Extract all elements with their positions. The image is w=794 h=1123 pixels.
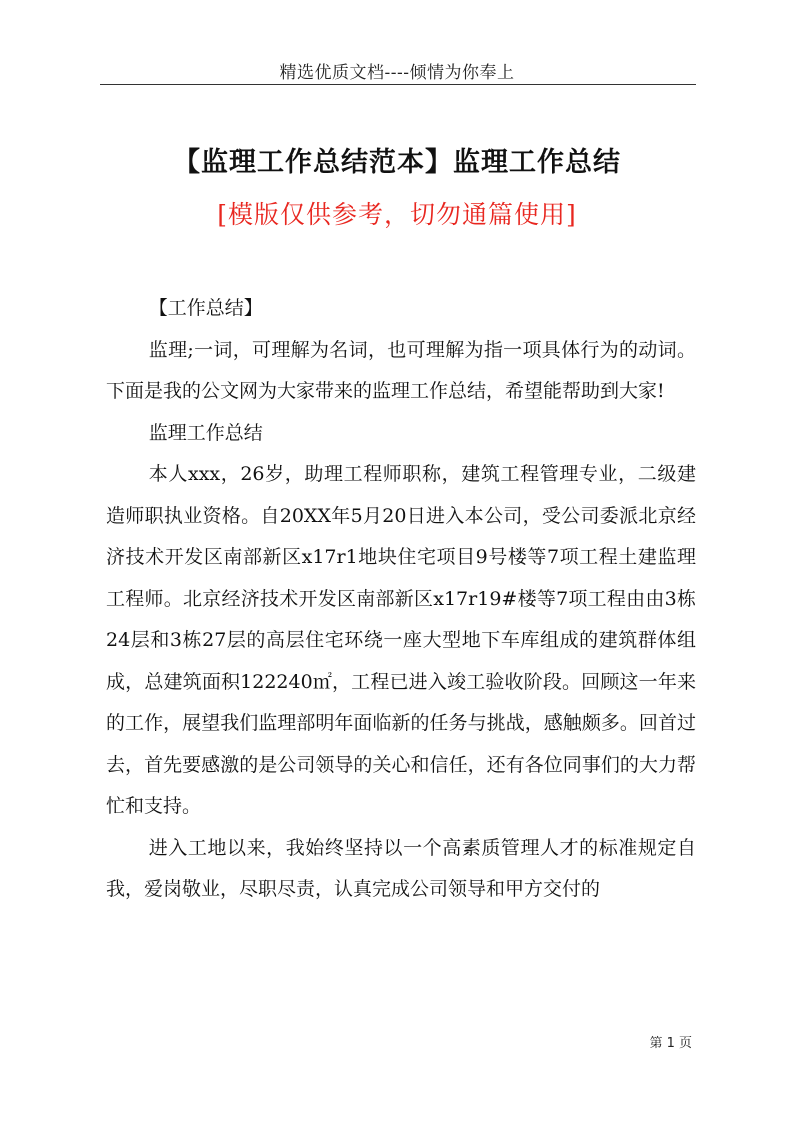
intro-paragraph: 监理;一词，可理解为名词，也可理解为指一项具体行为的动词。下面是我的公文网为大家带来的监理工作总结，希望能帮助到大家!: [106, 338, 696, 402]
page-header: 精选优质文档----倾情为你奉上: [279, 63, 515, 83]
document-body: [106, 288, 696, 911]
body-paragraph: 进入工地以来，我始终坚持以一个高素质管理人才的标准规定自我，爱岗敬业，尽职尽责，认真完成公司领导和甲方交付的: [106, 836, 696, 900]
subsection-heading: 监理工作总结: [148, 421, 263, 444]
section-heading: 【工作总结】: [148, 297, 263, 319]
body-paragraph: 本人xxx，26岁，助理工程师职称，建筑工程管理专业，二级建造师职执业资格。自20XX年5月20日进入本公司，受公司委派北京经济技术开发区南部新区x17r1地块住宅项目9号楼等7项工程土建监理工程师。北京经济技术开发区南部新区x17r19#楼等7项工程由由3栋24层和3栋27层的高层住宅环绕一座大型地下车库组成的建筑群体组成，总建筑面积122240㎡，工程已进入竣工验收阶段。回顾这一年来的工作，展望我们监理部明年面临新的任务与挑战，感触颇多。回首过去，首先要感激的是公司领导的关心和信任，还有各位同事们的大力帮忙和支持。: [106, 463, 696, 817]
document-subtitle: [模版仅供参考，切勿通篇使用]: [217, 200, 577, 229]
page-number: 第 1 页: [649, 1036, 692, 1051]
document-title: 【监理工作总结范本】监理工作总结: [173, 147, 621, 178]
header-divider: [100, 84, 696, 85]
